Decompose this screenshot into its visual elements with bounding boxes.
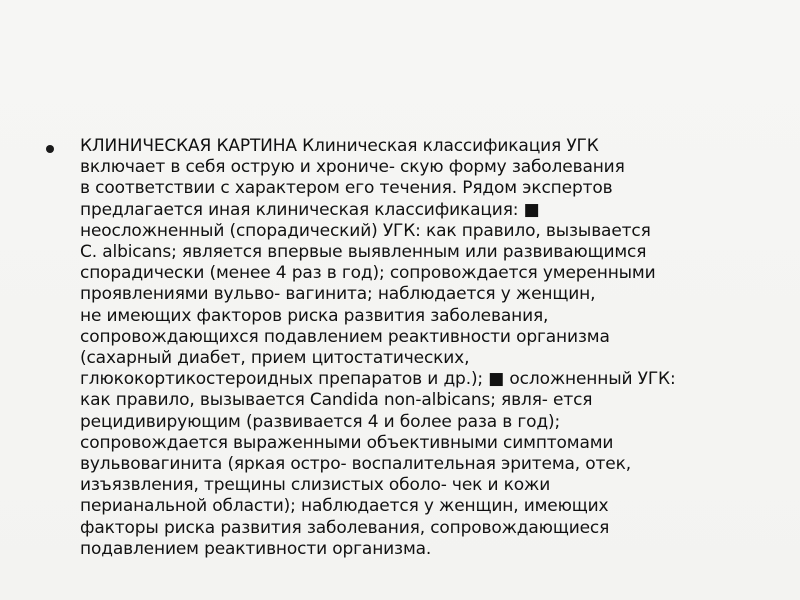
text-line: в соответствии с характером его течения. Рядом экспертов: [80, 178, 613, 199]
text-line: как правило, вызывается Candida non-albicans; явля- ется: [80, 390, 593, 411]
text-line: перианальной области); наблюдается у женщин, имеющих: [80, 496, 609, 517]
text-line: включает в себя острую и хрониче- скую форму заболевания: [80, 157, 625, 178]
text-line: спорадически (менее 4 раз в год); сопровождается умеренными: [80, 263, 656, 284]
text-line: КЛИНИЧЕСКАЯ КАРТИНА Клиническая классификация УГК: [80, 136, 599, 156]
bullet-text-block: [80, 136, 770, 560]
text-line: изъязвления, трещины слизистых оболо- чек и кожи: [80, 475, 551, 496]
text-line: предлагается иная клиническая классификация: ■: [80, 199, 540, 220]
text-line: подавлением реактивности организма.: [80, 538, 432, 559]
text-line: неосложненный (спорадический) УГК: как правило, вызывается: [80, 220, 651, 241]
text-line: проявлениями вульво- вагинита; наблюдается у женщин,: [80, 284, 596, 305]
text-line: факторы риска развития заболевания, сопровождающиеся: [80, 517, 610, 538]
text-line: вульвовагинита (яркая остро- воспалительная эритема, отек,: [80, 454, 631, 475]
bullet-dot-icon: [46, 145, 54, 153]
text-line: сопровождающихся подавлением реактивности организма: [80, 326, 610, 347]
text-line: рецидивирующим (развивается 4 и более раза в год);: [80, 411, 561, 432]
text-line: сопровождается выраженными объективными симптомами: [80, 432, 614, 453]
text-line: C. albicans; является впервые выявленным или развивающимся: [80, 242, 647, 263]
text-line: не имеющих факторов риска развития заболевания,: [80, 305, 549, 326]
text-line: (сахарный диабет, прием цитостатических,: [80, 348, 470, 369]
text-line: глюкокортикостероидных препаратов и др.); ■ осложненный УГК:: [80, 369, 676, 390]
